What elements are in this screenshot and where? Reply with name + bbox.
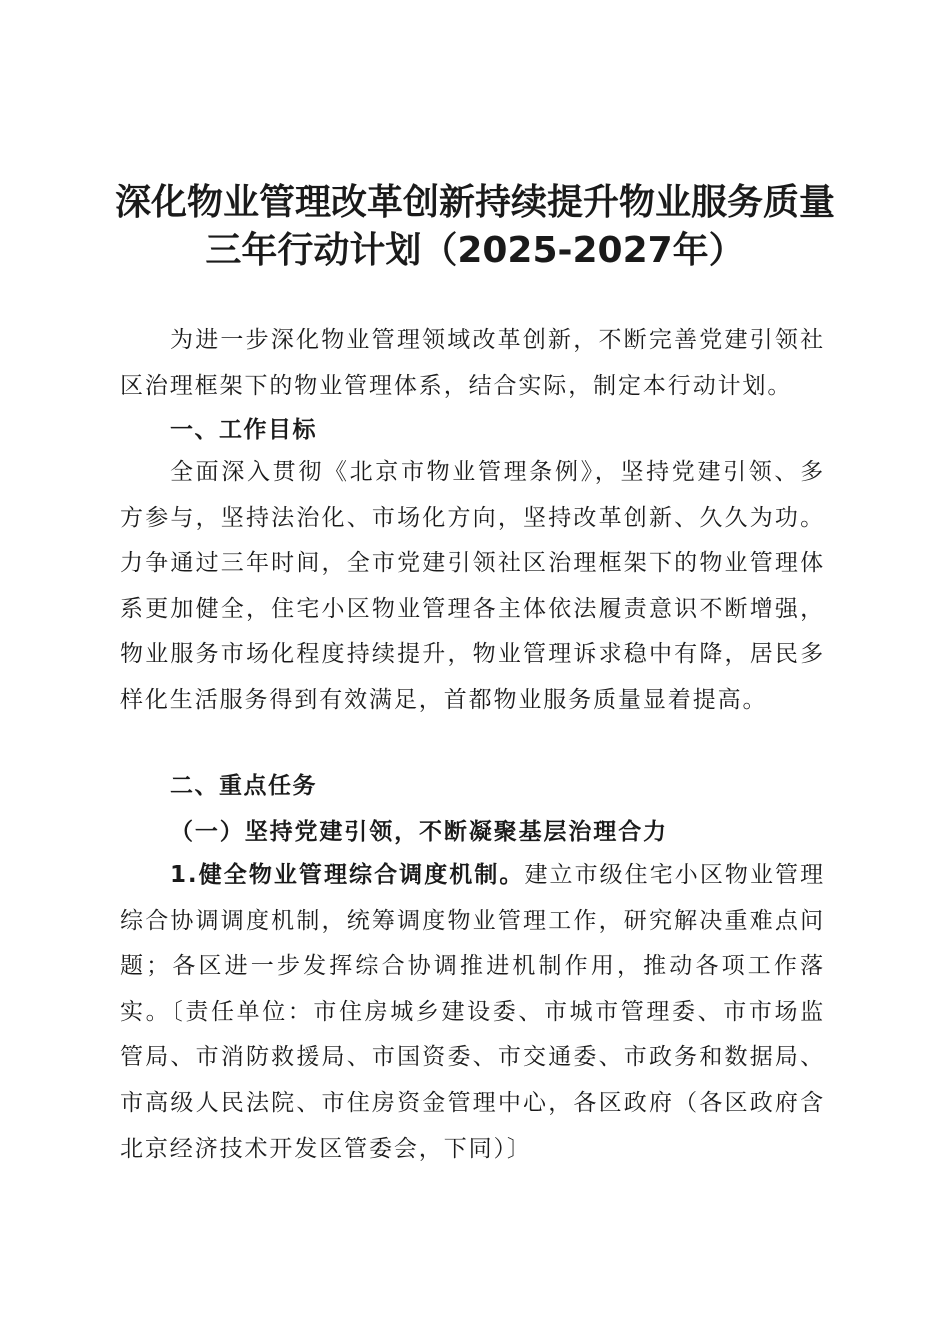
section-heading-goals: 一、工作目标 (170, 417, 317, 443)
section-heading-tasks: 二、重点任务 (170, 773, 317, 799)
document-title-line1: 深化物业管理改革创新持续提升物业服务质量 (114, 182, 835, 223)
intro-paragraph: 为进一步深化物业管理领域改革创新，不断完善党建引领社区治理框架下的物业管理体系，结合实际，制定本行动计划。 (120, 327, 825, 399)
subsection-heading-party-leadership: （一）坚持党建引领，不断凝聚基层治理合力 (170, 818, 668, 845)
goals-paragraph: 全面深入贯彻《北京市物业管理条例》，坚持党建引领、多方参与，坚持法治化、市场化方向，坚持改革创新、久久为功。力争通过三年时间，全市党建引领社区治理框架下的物业管理体系更加健全，住宅小区物业管理各主体依法履责意识不断增强，物业服务市场化程度持续提升，物业管理诉求稳中有降，居民多样化生活服务得到有效满足，首都物业服务质量显着提高。 (120, 459, 825, 713)
task-item-1-text: 建立市级住宅小区物业管理综合协调调度机制，统筹调度物业管理工作，研究解决重难点问题；各区进一步发挥综合协调推进机制作用，推动各项工作落实。〔责任单位：市住房城乡建设委、市城市管理委、市市场监管局、市消防救援局、市国资委、市交通委、市政务和数据局、市高级人民法院、市住房资金管理中心，各区政府（各区政府含北京经济技术开发区管委会，下同）〕 (120, 862, 825, 1162)
task-item-1-paragraph (120, 853, 825, 1172)
document-title-line2: 三年行动计划（2025-2027年） (205, 230, 745, 271)
task-item-1-lead: 1.健全物业管理综合调度机制。 (170, 862, 525, 888)
